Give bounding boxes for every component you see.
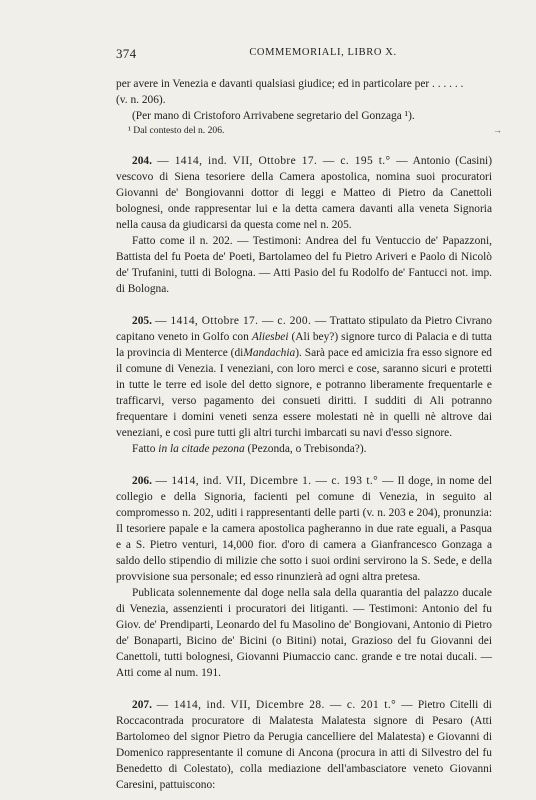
entry-number: 207.	[132, 699, 152, 711]
intro-reference: (v. n. 206).	[116, 94, 166, 106]
intro-line: per avere in Venezia e davanti qualsiasi giudice; ed in particolare per . . . . . .	[116, 78, 464, 90]
fatto-place: in la citade pezona	[158, 443, 245, 455]
entry-205	[116, 313, 492, 457]
entry-date: — 1414, ind. VII, Dicembre 28. — c. 201 t.° —	[156, 699, 414, 711]
entry-number: 204.	[132, 155, 152, 167]
entry-number: 206.	[132, 475, 152, 487]
entry-text: Il doge, in nome del collegio e della Signoria, facienti pel comune di Venezia, in seguito al compromesso n. 202, uditi i rappresentanti delle parti (v. n. 203 e 204), pronunzia: Il tesoriere papale e la camera apostolica pagheranno in due rate eguali, a Pasqua e a S. Pietro venturi, 14,000 fior. d'oro di camera a Gianfrancesco Gonzaga a saldo dello stipendio di milizie che sotto i suoi ordini servirono la S. Sede, e della provvisione sua personale; ed esso rinunzierà ad ogni altra pretesa.	[116, 475, 492, 583]
entry-text: Trattato stipulato da Pietro Civrano capitano veneto in Golfo con	[116, 315, 492, 343]
page-number: 374	[116, 46, 137, 61]
intro-note: (Per mano di Cristoforo Arrivabene segretario del Gonzaga ¹).	[132, 110, 415, 122]
footnote-text: ¹ Dal contesto del n. 206.	[128, 125, 225, 136]
entry-text: Pietro Citelli di Roccacontrada procuratore di Malatesta Malatesta signore di Pesaro (Atti Bartolomeo del signor Pietro da Perugia cancelliere del Malatesta) e Giovanni di Domenico rappresentante il comune di Ancona (procura in atti di Silvestro del fu Benedetto di Colestato), colla mediazione dell'ambasciatore veneto Giovanni Caresini, pattuiscono:	[116, 699, 492, 791]
entry-206	[116, 473, 492, 681]
entry-207-paragraph	[116, 697, 492, 793]
entry-204-paragraph	[116, 153, 492, 233]
entry-date: — 1414, ind. VII, Dicembre 1. — c. 193 t.° —	[155, 475, 394, 487]
document-body	[116, 76, 502, 793]
entry-italic-name: Mandachia	[243, 347, 296, 359]
entry-207	[116, 697, 492, 793]
entry-205-paragraph	[116, 313, 492, 441]
entry-204-witnesses: Fatto come il n. 202. — Testimoni: Andrea del fu Ventuccio de' Papazzoni, Battista del fu Poeta de' Poeti, Bartolameo del fu Pietro Ariveri e Paolo di Nicolò de' Trufanini, tutti di Bologna. — Atti Pasio del fu Rodolfo de' Fantucci not. imp. di Bologna.	[116, 235, 492, 295]
running-head: COMMEMORIALI, LIBRO X.	[249, 47, 397, 58]
entry-205-fatto	[116, 441, 492, 457]
entry-206-publication: Publicata solennemente dal doge nella sala della quarantia del palazzo ducale di Venezia, assenzienti i procuratori dei litiganti. — Testimoni: Antonio del fu Giov. de' Prendiparti, Leonardo del fu Masolino de' Bongiovani, Antonio di Pietro de' Bonaparti, Bicino de' Bicini (o Bitini) notai, Grazioso del fu Giovanni dei Canettoli, tutti bolognesi, Giovanni Piumaccio canc. grande e tre notai ducali. — Atti come al num. 191.	[116, 587, 492, 679]
entry-italic-name: Aliesbei	[251, 331, 289, 343]
entry-206-paragraph	[116, 473, 492, 585]
entry-date: — 1414, ind. VII, Ottobre 17. — c. 195 t.° —	[157, 155, 408, 167]
fatto-gloss: (Pezonda, o Trebisonda?).	[247, 443, 367, 455]
entry-text: ). Sarà pace ed amicizia fra esso signore ed il comune di Venezia. I veneziani, con loro merci e cose, saranno sicuri e protetti in tutte le terre ed isole del detto signore, e potranno liberamente frequentarle e trafficarvi, verso pagamento dei consueti diritti. I sudditi di Ali potranno frequentare i domini veneti senza essere molestati nè in quelli nè altrove dai veneziani, e così pure tutti gli altri turchi imbarcati su navi d'esso signore.	[116, 347, 492, 439]
entry-text: Antonio (Casini) vescovo di Siena tesoriere della Camera apostolica, nomina suoi procuratori Giovanni de' Bongiovanni dottor di leggi e Matteo di Pietro da Canettoli bolognesi, onde rappresentar lui e la detta camera davanti alla veneta Signoria nella causa da giudicarsi da questa come nel n. 205.	[116, 155, 492, 231]
margin-arrow-icon: →	[493, 125, 502, 135]
entry-number: 205.	[132, 315, 152, 327]
entry-text: (Ali bey?) signore turco di Palacia e di tutta la provincia di Menterce (di	[116, 331, 492, 359]
fatto-label: Fatto	[132, 443, 156, 455]
entry-date: — 1414, Ottobre 17. — c. 200. —	[155, 315, 327, 327]
entry-204	[116, 153, 492, 297]
page-header	[116, 46, 500, 66]
footnote	[116, 124, 502, 137]
